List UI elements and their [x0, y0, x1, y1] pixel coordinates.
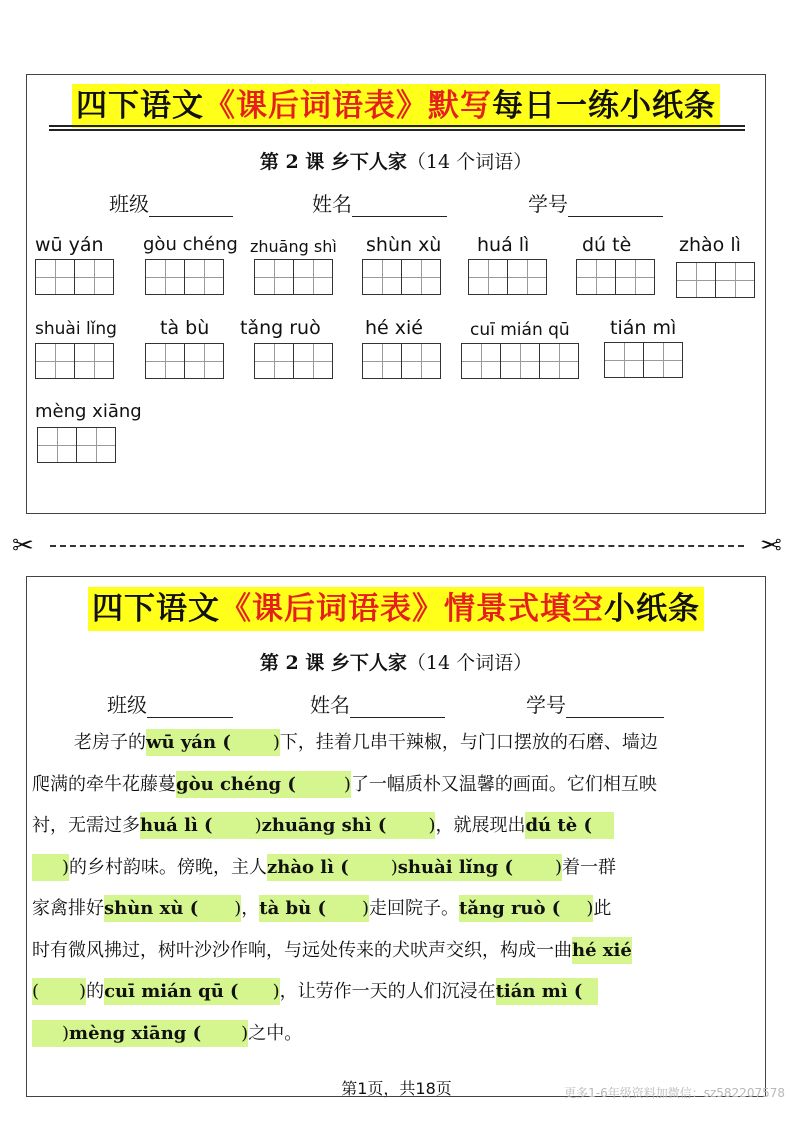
- writing-grid[interactable]: [576, 259, 655, 295]
- class-field[interactable]: [109, 188, 233, 217]
- writing-grid[interactable]: [145, 343, 224, 379]
- student-id-field[interactable]: [526, 689, 664, 718]
- blank-wu-yan[interactable]: wū yán ( ): [146, 729, 280, 756]
- pinyin-label: zhào lì: [679, 234, 741, 256]
- pinyin-label: tà bù: [160, 317, 210, 339]
- blank-shuai-ling[interactable]: shuài lǐng ( ): [398, 854, 562, 881]
- class-label: 班级: [109, 192, 149, 216]
- student-id-label: 学号: [528, 192, 568, 216]
- blank-zhuang-shi[interactable]: zhuāng shì ( ): [262, 812, 436, 839]
- blank-du-te-close[interactable]: ): [32, 854, 69, 881]
- blank-cui-mian-qu[interactable]: cuī mián qū ( ): [104, 978, 280, 1005]
- blank-gou-cheng[interactable]: gòu chéng ( ): [176, 771, 351, 798]
- fill-in-passage: 老房子的wū yán ( )下，挂着几串干辣椒，与门口摆放的石磨、墙边 爬满的牵牛花藤蔓gòu chéng ( )了一幅质朴又温馨的画面。它们相互映 衬，无需过多huá lì ( )zhuāng shì ( )，就展现出dú tè ( )的乡村韵味。傍晚，主人zhào lì ( )shuài lǐng ( )着一群 家禽排好shùn xù ( )，tà bù ( )走回院子。tǎng ruò ( )此 时有微风拂过，树叶沙沙作响，与远处传来的犬吠声交织，构成一曲hé xié ( )的cuī mián qū ( )，让劳作一天的人们沉浸在tián mì ( )mèng xiāng ( )之中。: [32, 722, 762, 1054]
- pinyin-label: cuī mián qū: [470, 320, 570, 340]
- writing-grid[interactable]: [362, 343, 441, 379]
- name-field[interactable]: [312, 188, 447, 217]
- scissors-icon: ✂: [760, 531, 782, 561]
- lesson-heading: 第 2 课 乡下人家（14 个词语）: [259, 652, 533, 674]
- writing-grid[interactable]: [604, 342, 683, 378]
- name-label: 姓名: [310, 693, 350, 717]
- pinyin-label: shuài lǐng: [35, 319, 117, 339]
- blank-du-te[interactable]: dú tè (: [525, 812, 614, 839]
- writing-grid[interactable]: [676, 262, 755, 298]
- watermark: 更多1-6年级资料加微信：sz582207578: [564, 1086, 785, 1100]
- student-id-field[interactable]: [528, 188, 663, 217]
- dashed-divider: [50, 545, 744, 547]
- pinyin-label: tǎng ruò: [240, 317, 321, 339]
- blank-shun-xu[interactable]: shùn xù ( ): [104, 895, 241, 922]
- writing-grid[interactable]: [468, 259, 547, 295]
- writing-grid[interactable]: [362, 259, 441, 295]
- cut-line: [12, 532, 782, 560]
- name-label: 姓名: [312, 192, 352, 216]
- scissors-icon: ✂: [12, 531, 34, 561]
- blank-zhao-li[interactable]: zhào lì ( ): [267, 854, 398, 881]
- slip-title: [27, 84, 765, 128]
- title-part: 每日一练小纸条: [492, 88, 716, 124]
- writing-grid[interactable]: [35, 343, 114, 379]
- writing-grid[interactable]: [254, 343, 333, 379]
- pinyin-label: shùn xù: [366, 234, 442, 256]
- title-part: 四下语文: [76, 88, 204, 124]
- writing-grid[interactable]: [37, 427, 116, 463]
- lesson-heading: 第 2 课 乡下人家（14 个词语）: [259, 151, 533, 173]
- pinyin-label: dú tè: [582, 234, 632, 256]
- blank-he-xie[interactable]: hé xié: [572, 937, 632, 964]
- blank-meng-xiang[interactable]: mèng xiāng ( ): [69, 1020, 248, 1047]
- writing-grid[interactable]: [35, 259, 114, 295]
- title-underline: [49, 125, 745, 131]
- student-id-label: 学号: [526, 693, 566, 717]
- blank-tian-mi[interactable]: tián mì (: [496, 978, 599, 1005]
- blank-tian-mi-close[interactable]: ): [32, 1020, 69, 1047]
- pinyin-label: gòu chéng: [143, 234, 238, 255]
- name-field[interactable]: [310, 689, 445, 718]
- writing-grid[interactable]: [145, 259, 224, 295]
- pinyin-label: wū yán: [35, 234, 104, 256]
- page-number: 第1页，共18页: [341, 1079, 452, 1098]
- blank-ta-bu[interactable]: tà bù ( ): [259, 895, 369, 922]
- pinyin-label: hé xié: [365, 317, 423, 339]
- blank-tang-ruo[interactable]: tǎng ruò ( ): [459, 895, 593, 922]
- title-part: 四下语文: [92, 591, 220, 627]
- slip-title: [27, 587, 765, 631]
- blank-he-xie-close[interactable]: ( ): [32, 978, 86, 1005]
- pinyin-label: tián mì: [610, 317, 677, 339]
- class-field[interactable]: [107, 689, 233, 718]
- pinyin-label: mèng xiāng: [35, 401, 142, 422]
- pinyin-label: zhuāng shì: [250, 237, 337, 256]
- title-highlight: 《课后词语表》默写: [204, 88, 492, 124]
- blank-hua-li[interactable]: huá lì ( ): [140, 812, 262, 839]
- title-highlight: 《课后词语表》情景式填空: [220, 591, 604, 627]
- title-part: 小纸条: [604, 591, 700, 627]
- class-label: 班级: [107, 693, 147, 717]
- pinyin-label: huá lì: [477, 234, 530, 256]
- writing-grid[interactable]: [254, 259, 333, 295]
- writing-grid[interactable]: [461, 343, 579, 379]
- dictation-slip: [26, 74, 766, 514]
